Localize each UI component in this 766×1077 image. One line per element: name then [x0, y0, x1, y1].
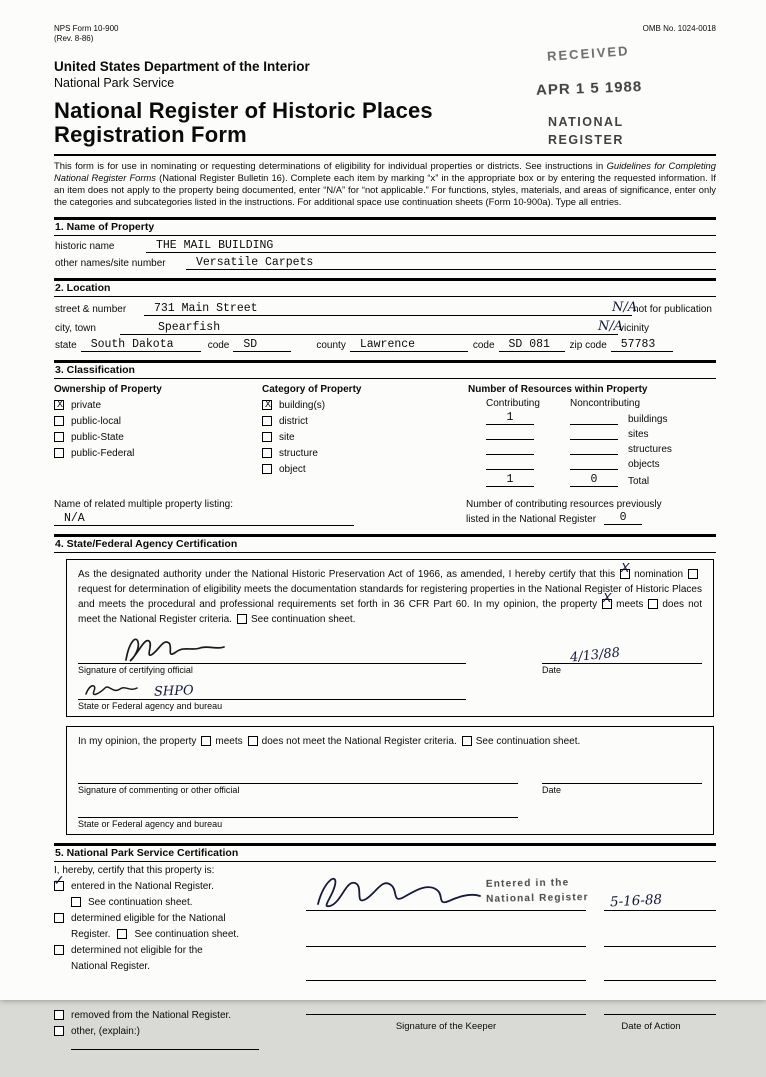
noncontributing-structures-field — [570, 443, 618, 456]
form-instructions: This form is for use in nominating or requesting determinations of eligibility for individual properties or districts. See instructions in Guidelines for Completing National Register Forms (National Register Bulletin 16). Complete each item by marking “x” in the appropriate box or by entering the requested information. If an item does not apply to the property being documented, enter “N/A” for “not applicable.” For functions, styles, materials, and areas of significance, enter only the categories and subcategories listed in the instructions. For additional space use continuation sheets (Form 10-900a). Type all entries. — [54, 159, 716, 208]
state-field — [81, 338, 201, 352]
date-label: Date — [542, 664, 562, 675]
national-register-stamp: NATIONAL REGISTER — [548, 115, 624, 147]
signature-official-label: Signature of certifying official — [78, 664, 193, 675]
checkbox-district — [262, 416, 272, 426]
checkbox-see-continuation-1 — [237, 614, 247, 624]
checkbox-does-not-meet — [648, 599, 658, 609]
eligible-option: determined eligible for the National — [54, 913, 306, 924]
county-label: county — [316, 339, 346, 351]
checkbox-entered-continuation — [71, 897, 81, 907]
county-value: Lawrence — [359, 337, 416, 351]
state-certification-box — [66, 559, 714, 717]
form-number: NPS Form 10-900 — [54, 24, 119, 33]
keeper-date-field-2 — [604, 935, 716, 947]
ownership-column — [54, 384, 262, 487]
keeper-date-field-3 — [604, 969, 716, 981]
department-title: United States Department of the Interior — [54, 58, 310, 74]
city-field — [120, 321, 588, 335]
checkbox-meets: X — [602, 590, 612, 607]
other-names-row — [54, 256, 716, 270]
not-for-publication-na: N/A — [602, 300, 632, 316]
contributing-sites-field — [486, 428, 534, 441]
state-row — [54, 338, 716, 352]
entered-continuation-option: See continuation sheet. — [71, 897, 306, 908]
commenting-certification-box — [66, 726, 714, 835]
vicinity-na: N/A — [588, 319, 618, 335]
contributing-structures-field — [486, 443, 534, 456]
city-row — [54, 319, 716, 335]
keeper-signature-area — [306, 865, 716, 1032]
related-listing-label: Name of related multiple property listing: — [54, 498, 233, 510]
checkbox-nomination: X — [620, 560, 630, 577]
resources-column — [468, 384, 716, 487]
contributing-total-field: 1 — [486, 473, 534, 487]
street-row — [54, 300, 716, 316]
category-option: structure — [262, 448, 468, 459]
zip-field — [611, 338, 673, 352]
zip-label: zip code — [569, 339, 607, 351]
previous-resources-field: 0 — [604, 511, 642, 525]
certifying-signature — [118, 632, 248, 666]
category-option: X building(s) — [262, 400, 468, 411]
noncontributing-objects-field — [570, 458, 618, 471]
related-listing-value: N/A — [64, 511, 85, 525]
historic-name-field — [146, 239, 716, 253]
ownership-option: public-local — [54, 416, 262, 427]
not-eligible-option-line2: National Register. — [71, 960, 150, 972]
other-names-label: other names/site number — [55, 257, 166, 269]
checkbox-does-not-meet-2 — [248, 736, 258, 746]
historic-name-row — [54, 239, 716, 253]
checkbox-public-local — [54, 416, 64, 426]
nps-certification-area — [54, 865, 716, 1077]
checkbox-structure — [262, 448, 272, 458]
state-label: state — [55, 339, 77, 351]
entered-register-stamp: Entered in the National Register — [485, 877, 589, 905]
historic-name-label: historic name — [55, 240, 115, 252]
other-names-value: Versatile Carpets — [196, 255, 314, 269]
not-for-publication-label: not for publication — [633, 303, 712, 315]
noncontributing-label: Noncontributing — [570, 397, 641, 409]
keeper-date-field-4 — [604, 1003, 716, 1015]
date-of-action-label: Date of Action — [621, 1020, 681, 1032]
state-code-label: code — [207, 339, 230, 351]
ownership-option: public-State — [54, 432, 262, 443]
title-divider — [54, 154, 716, 156]
opinion-statement: In my opinion, the property meets does not meet the National Register criteria. See continuation sheet. — [78, 735, 581, 747]
certifying-date-value: 4/13/88 — [569, 645, 621, 666]
resource-row-total: 1 0 Total — [468, 473, 716, 487]
keeper-signature-field-3 — [306, 969, 586, 981]
county-code-value: SD 081 — [508, 337, 550, 351]
noncontributing-buildings-field — [570, 413, 618, 426]
street-value: 731 Main Street — [154, 301, 258, 315]
checkbox-private: X — [54, 400, 64, 410]
signature-commenting-label: Signature of commenting or other official — [78, 784, 240, 795]
section-2-heading: 2. Location — [54, 278, 716, 297]
keeper-signature — [308, 868, 493, 916]
other-explain-field — [71, 1037, 259, 1050]
zip-value: 57783 — [620, 337, 656, 351]
state-value: South Dakota — [90, 337, 174, 351]
other-names-field — [186, 256, 716, 270]
checkbox-eligible — [54, 913, 64, 923]
checkbox-site — [262, 432, 272, 442]
street-label: street & number — [55, 303, 127, 315]
form-revision: (Rev. 8-86) — [54, 34, 94, 44]
received-stamp: RECEIVED — [546, 43, 630, 64]
noncontributing-sites-field — [570, 428, 618, 441]
form-meta — [54, 24, 716, 45]
checkbox-meets-2 — [201, 736, 211, 746]
resources-heading: Number of Resources within Property — [468, 383, 648, 395]
date-label-2: Date — [542, 784, 562, 795]
county-field — [350, 338, 468, 352]
keeper-signature-field-4 — [306, 1003, 586, 1015]
category-option: object — [262, 464, 468, 475]
agency-field — [78, 682, 466, 700]
resource-row-objects: objects — [468, 458, 716, 471]
keeper-label: Signature of the Keeper — [395, 1020, 497, 1032]
resource-row-sites: sites — [468, 428, 716, 441]
certifying-signature-field — [78, 651, 466, 664]
checkbox-request — [688, 569, 698, 579]
state-code-field — [233, 338, 291, 352]
resource-row-buildings: 1 buildings — [468, 411, 716, 425]
checkbox-public-federal — [54, 448, 64, 458]
commenting-signature-field — [78, 771, 518, 784]
checkbox-entered: ✓ — [53, 872, 65, 889]
checkbox-eligible-continuation — [117, 929, 127, 939]
checkbox-removed — [54, 1010, 64, 1020]
shpo-signature — [82, 679, 152, 701]
not-eligible-option: determined not eligible for the — [54, 945, 306, 956]
keeper-date-field-1 — [604, 891, 716, 911]
county-code-label: code — [472, 339, 495, 351]
classification-columns — [54, 384, 716, 487]
category-heading: Category of Property — [262, 383, 362, 395]
vicinity-label: vicinity — [619, 322, 650, 334]
section-5-heading: 5. National Park Service Certification — [54, 843, 716, 862]
keeper-signature-field-1 — [306, 877, 589, 911]
section-4-heading: 4. State/Federal Agency Certification — [54, 534, 716, 553]
contributing-label: Contributing — [486, 397, 540, 409]
checkbox-public-state — [54, 432, 64, 442]
checkbox-buildings: X — [262, 400, 272, 410]
ownership-option: X private — [54, 400, 262, 411]
resources-subheadings — [468, 398, 716, 409]
previous-resources-label-line2: listed in the National Register — [466, 513, 597, 525]
checkbox-other — [54, 1026, 64, 1036]
checkbox-object — [262, 464, 272, 474]
checkbox-see-continuation-2 — [462, 736, 472, 746]
eligible-option-line2: Register. See continuation sheet. — [71, 928, 239, 940]
nps-certification-intro: I, hereby, certify that this property is: — [54, 864, 215, 876]
section-3-heading: 3. Classification — [54, 360, 716, 379]
classification-footer — [54, 499, 716, 526]
ownership-option: public-Federal — [54, 448, 262, 459]
entered-date-value: 5-16-88 — [609, 891, 663, 910]
entered-option: ✓ entered in the National Register. — [53, 872, 214, 892]
commenting-date-field — [542, 771, 702, 784]
shpo-text: SHPO — [153, 682, 194, 700]
street-field — [144, 302, 602, 316]
nps-certification-options — [54, 865, 306, 1050]
received-date-stamp: APR 1 5 1988 — [535, 78, 643, 99]
historic-name-value: THE MAIL BUILDING — [156, 238, 274, 252]
agency-bureau-label: State or Federal agency and bureau — [78, 700, 223, 711]
noncontributing-total-field: 0 — [570, 473, 618, 487]
city-value: Spearfish — [158, 320, 221, 334]
certification-statement: As the designated authority under the National Historic Preservation Act of 1966, as amended, I hereby certify that this X nomination request for determination of eligibility meets the documentation standards for registering properties in the National Register of Historic Places and meets the procedural and professional requirements set forth in 36 CFR Part 60. In my opinion, the property X meets does not meet the National Register criteria. See continuation sheet. — [78, 560, 702, 625]
city-label: city, town — [55, 322, 96, 334]
section-1-heading: 1. Name of Property — [54, 217, 716, 236]
certifying-date-field — [542, 645, 702, 666]
county-code-field — [499, 338, 565, 352]
category-column — [262, 384, 468, 487]
category-option: site — [262, 432, 468, 443]
omb-number: OMB No. 1024-0018 — [642, 24, 716, 33]
related-listing-field — [54, 512, 354, 526]
checkbox-not-eligible — [54, 945, 64, 955]
category-option: district — [262, 416, 468, 427]
ownership-heading: Ownership of Property — [54, 383, 162, 395]
other-option: other, (explain:) — [54, 1026, 306, 1037]
keeper-signature-field-2 — [306, 935, 586, 947]
contributing-buildings-field: 1 — [486, 411, 534, 425]
contributing-objects-field — [486, 458, 534, 471]
state-code-value: SD — [243, 337, 258, 351]
service-title: National Park Service — [54, 75, 175, 90]
agency-field-2 — [78, 805, 518, 818]
resource-row-structures: structures — [468, 443, 716, 456]
previous-resources-label-line1: Number of contributing resources previously — [466, 498, 662, 510]
agency-bureau-label-2: State or Federal agency and bureau — [78, 818, 223, 829]
removed-option: removed from the National Register. — [54, 1010, 306, 1021]
page-title: National Register of Historic Places Registration Form — [54, 97, 433, 147]
